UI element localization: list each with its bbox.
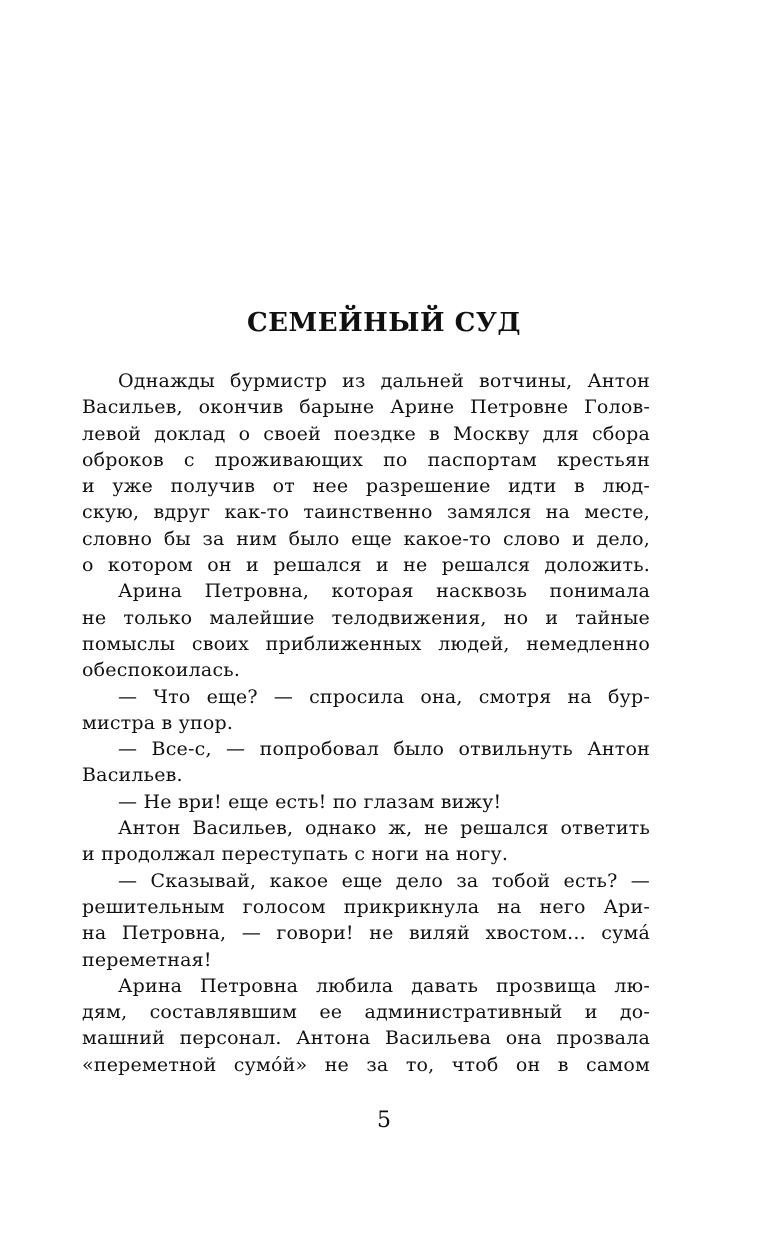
text-line: обеспокоилась. — [82, 659, 241, 682]
text-line: Васильев. — [82, 764, 183, 787]
text-line: — Сказывай, какое еще дело за тобой есть? — — [118, 869, 650, 892]
text-line: скую, вдруг как-то таинственно замялся на месте, — [82, 501, 650, 524]
chapter-title: СЕМЕЙНЫЙ СУД — [246, 308, 521, 338]
text-line: Антон Васильев, однако ж, не решался ответить — [118, 817, 650, 840]
text-line: не только малейшие телодвижения, но и тайные — [82, 606, 650, 629]
page-number: 5 — [377, 1108, 391, 1133]
text-line: переметная! — [82, 948, 212, 971]
text-line: на Петровна, — говори! не виляй хвостом... сума́ — [82, 922, 650, 945]
text-line: мистра в упор. — [82, 711, 234, 734]
text-line: Арина Петровна любила давать прозвища лю- — [118, 974, 650, 997]
text-line: «переметной сумо́й» не за то, чтоб он в самом — [82, 1053, 650, 1076]
body-text — [82, 368, 650, 1078]
text-line: — Что еще? — спросила она, смотря на бур- — [118, 685, 650, 708]
text-line: — Все-с, — попробовал было отвильнуть Антон — [118, 738, 650, 761]
text-line: — Не ври! еще есть! по глазам вижу! — [118, 790, 502, 813]
text-line: машний персонал. Антона Васильева она прозвала — [82, 1027, 650, 1050]
text-line: Васильев, окончив барыне Арине Петровне Голов- — [82, 396, 650, 419]
text-line: о котором он и решался и не решался доложить. — [82, 554, 650, 577]
text-line: оброков с проживающих по паспортам крестьян — [82, 448, 650, 471]
text-line: помыслы своих приближенных людей, немедленно — [82, 632, 650, 655]
text-line: и уже получив от нее разрешение идти в люд- — [82, 475, 650, 498]
text-line: Арина Петровна, которая насквозь понимала — [118, 580, 650, 603]
text-line: и продолжал переступать с ноги на ногу. — [82, 843, 509, 866]
text-line: решительным голосом прикрикнула на него Ари- — [82, 895, 650, 918]
text-line: левой доклад о своей поездке в Москву для сбора — [82, 422, 650, 445]
text-line: Однажды бурмистр из дальней вотчины, Антон — [118, 370, 650, 392]
text-line: словно бы за ним было еще какое-то слово и дело, — [82, 527, 650, 550]
text-line: дям, составлявшим ее административный и до- — [82, 1001, 650, 1024]
